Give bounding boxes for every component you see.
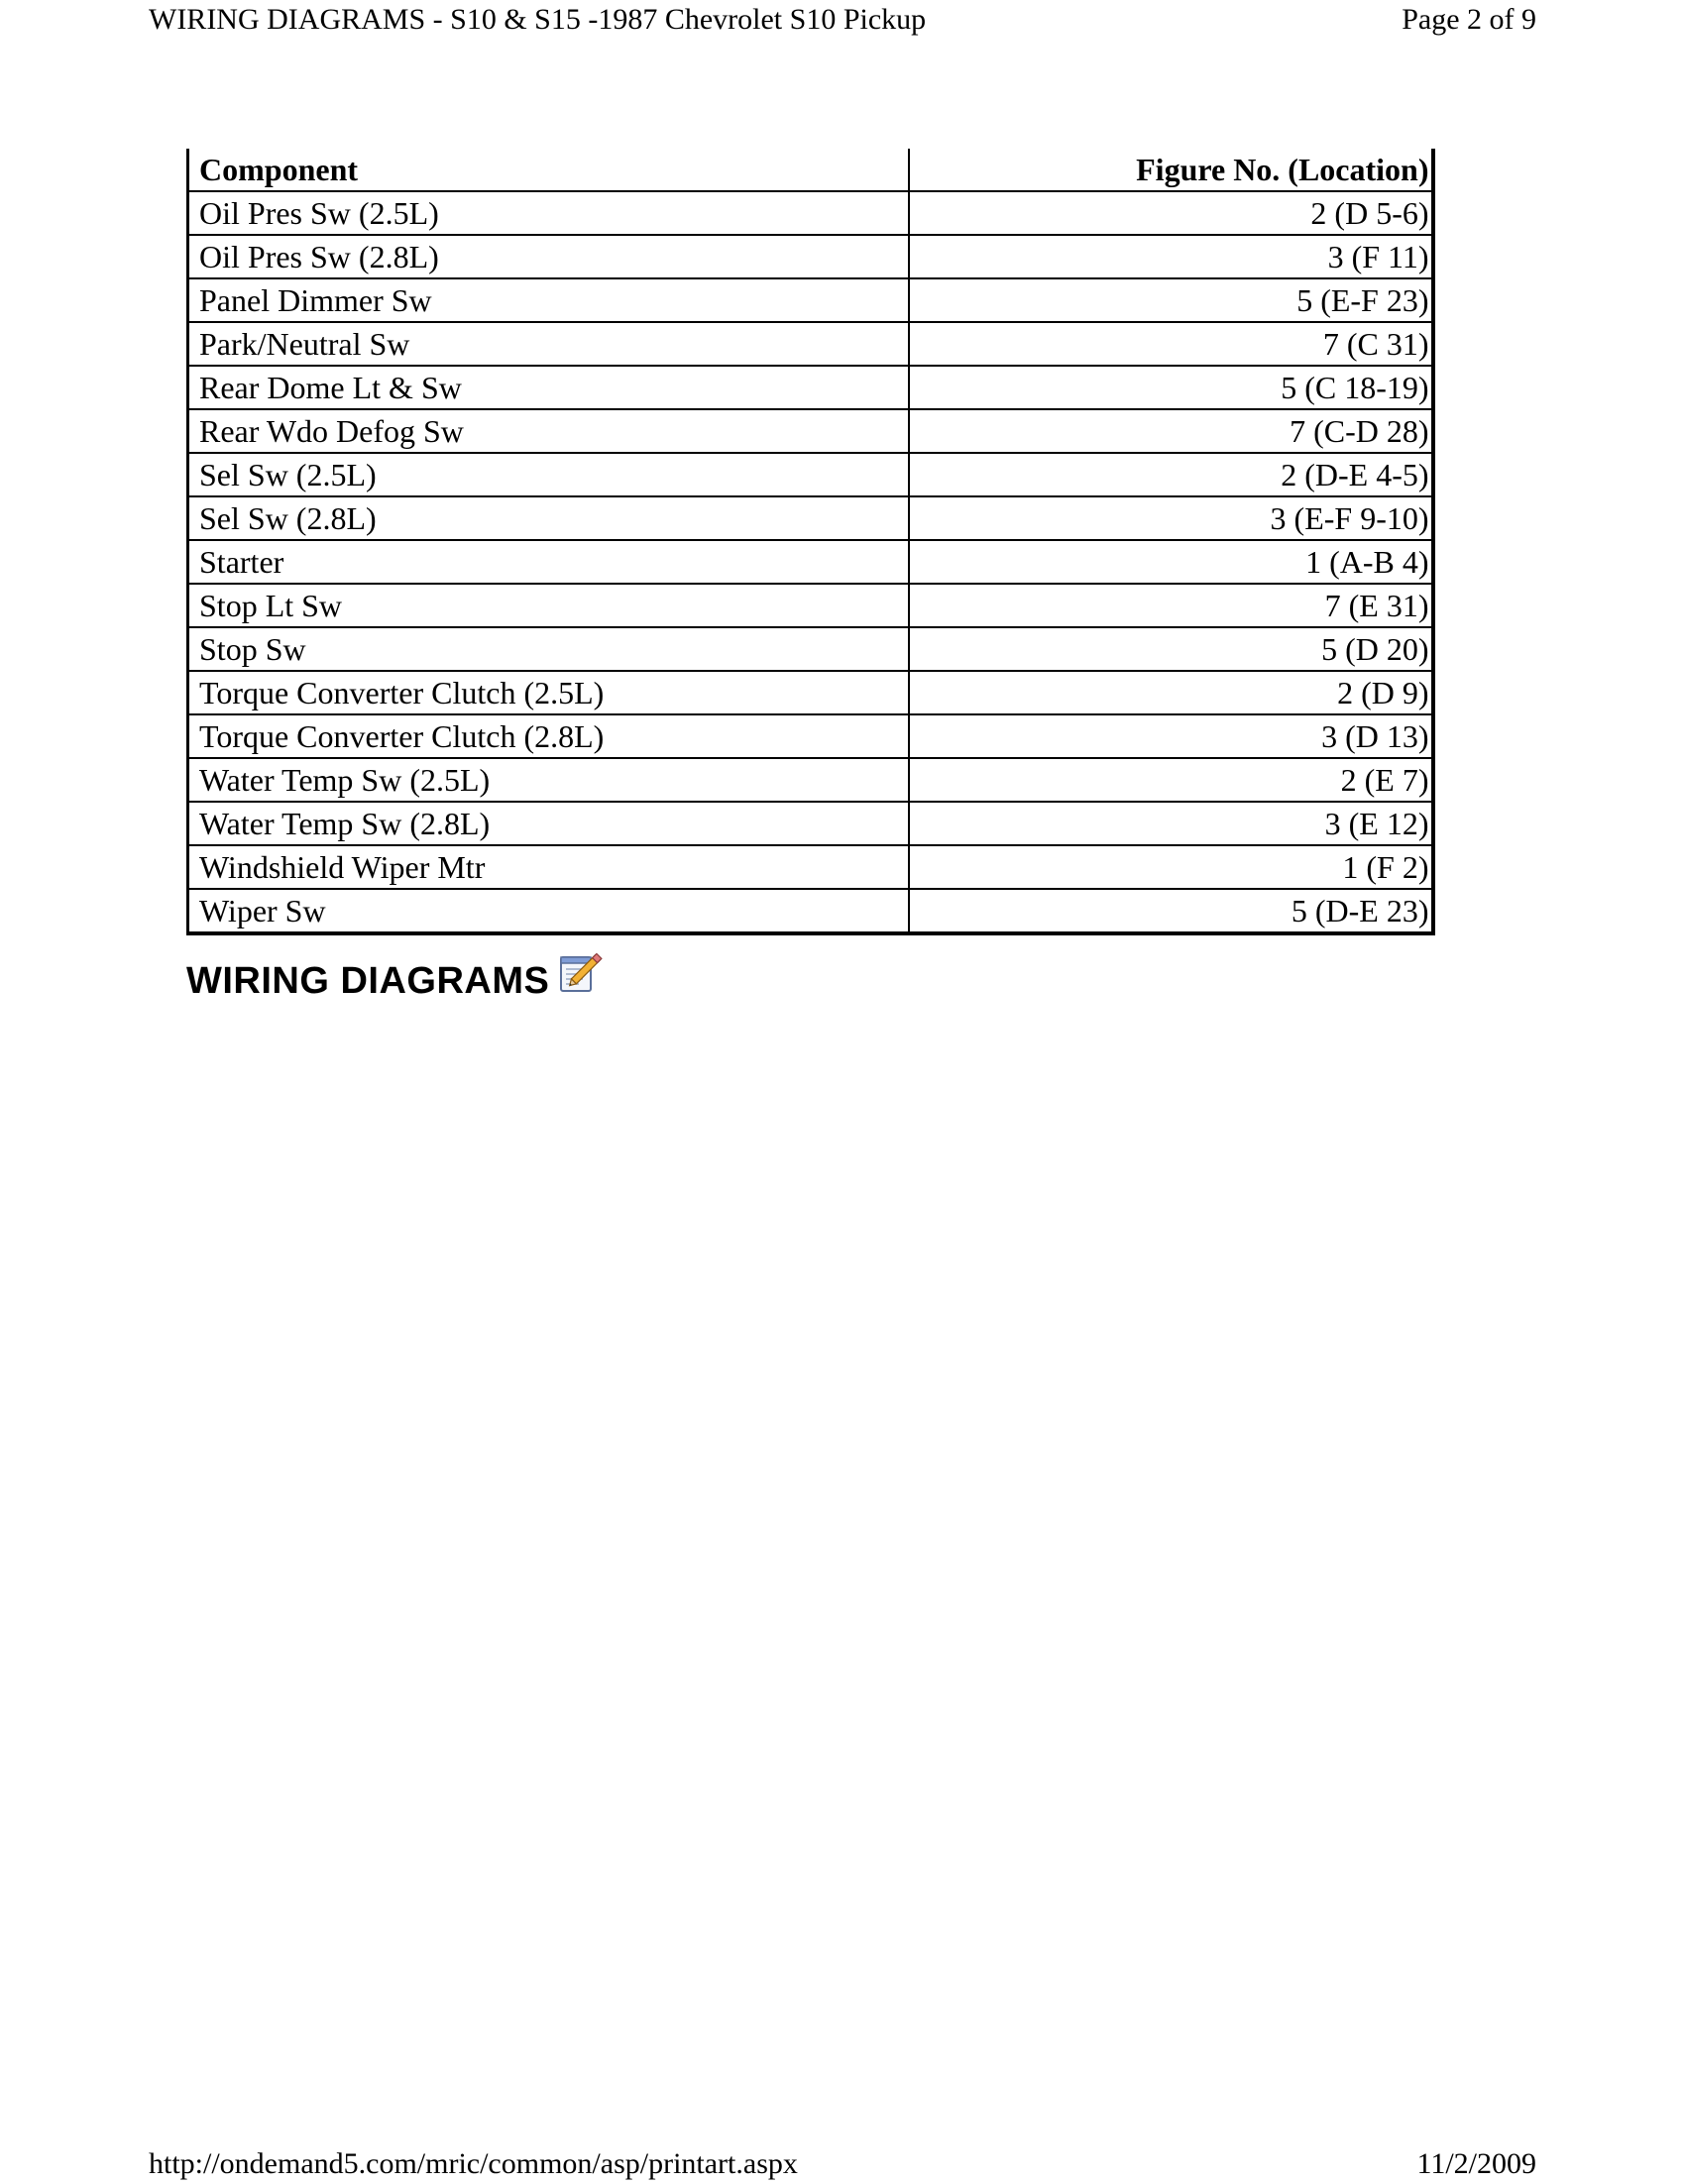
component-cell: Windshield Wiper Mtr <box>188 845 909 889</box>
page-number: Page 2 of 9 <box>1402 3 1536 36</box>
component-cell: Oil Pres Sw (2.5L) <box>188 191 909 235</box>
table-row <box>188 627 1433 671</box>
table-row <box>188 366 1433 409</box>
component-cell: Stop Lt Sw <box>188 584 909 627</box>
component-cell: Sel Sw (2.8L) <box>188 496 909 540</box>
edit-note-icon[interactable] <box>555 945 607 997</box>
table-body <box>188 191 1433 933</box>
figure-location-cell: 1 (A-B 4) <box>909 540 1433 584</box>
footer-date: 11/2/2009 <box>1416 2147 1536 2180</box>
table-row <box>188 409 1433 453</box>
component-cell: Wiper Sw <box>188 889 909 933</box>
figure-location-cell: 3 (E 12) <box>909 802 1433 845</box>
figure-location-cell: 5 (D-E 23) <box>909 889 1433 933</box>
section-heading <box>186 951 607 1003</box>
component-cell: Rear Wdo Defog Sw <box>188 409 909 453</box>
table-row <box>188 714 1433 758</box>
figure-location-cell: 2 (D 9) <box>909 671 1433 714</box>
table-row <box>188 540 1433 584</box>
table-row <box>188 584 1433 627</box>
section-title: WIRING DIAGRAMS <box>186 960 550 1002</box>
page-header-title: WIRING DIAGRAMS - S10 & S15 -1987 Chevrolet S10 Pickup <box>149 3 927 36</box>
figure-location-cell: 5 (E-F 23) <box>909 278 1433 322</box>
table-row <box>188 845 1433 889</box>
component-cell: Stop Sw <box>188 627 909 671</box>
table-row <box>188 453 1433 496</box>
figure-location-cell: 2 (D 5-6) <box>909 191 1433 235</box>
figure-location-cell: 2 (E 7) <box>909 758 1433 802</box>
table-row <box>188 191 1433 235</box>
figure-location-cell: 1 (F 2) <box>909 845 1433 889</box>
figure-location-cell: 2 (D-E 4-5) <box>909 453 1433 496</box>
column-header-component: Component <box>188 149 909 191</box>
component-cell: Water Temp Sw (2.8L) <box>188 802 909 845</box>
component-cell: Water Temp Sw (2.5L) <box>188 758 909 802</box>
table-row <box>188 496 1433 540</box>
table-row <box>188 889 1433 933</box>
table-row <box>188 278 1433 322</box>
figure-location-cell: 7 (C-D 28) <box>909 409 1433 453</box>
component-table-container <box>186 149 1431 935</box>
table-row <box>188 758 1433 802</box>
table-row <box>188 322 1433 366</box>
component-cell: Torque Converter Clutch (2.5L) <box>188 671 909 714</box>
component-cell: Park/Neutral Sw <box>188 322 909 366</box>
component-cell: Torque Converter Clutch (2.8L) <box>188 714 909 758</box>
table-row <box>188 235 1433 278</box>
component-cell: Sel Sw (2.5L) <box>188 453 909 496</box>
footer-url: http://ondemand5.com/mric/common/asp/printart.aspx <box>149 2147 798 2180</box>
component-cell: Starter <box>188 540 909 584</box>
figure-location-cell: 3 (D 13) <box>909 714 1433 758</box>
figure-location-cell: 7 (E 31) <box>909 584 1433 627</box>
component-cell: Panel Dimmer Sw <box>188 278 909 322</box>
column-header-figure-location: Figure No. (Location) <box>909 149 1433 191</box>
table-header-row <box>188 149 1433 191</box>
figure-location-cell: 7 (C 31) <box>909 322 1433 366</box>
figure-location-cell: 3 (E-F 9-10) <box>909 496 1433 540</box>
component-location-table <box>186 149 1435 935</box>
component-cell: Oil Pres Sw (2.8L) <box>188 235 909 278</box>
component-cell: Rear Dome Lt & Sw <box>188 366 909 409</box>
figure-location-cell: 5 (C 18-19) <box>909 366 1433 409</box>
table-row <box>188 802 1433 845</box>
figure-location-cell: 3 (F 11) <box>909 235 1433 278</box>
table-row <box>188 671 1433 714</box>
figure-location-cell: 5 (D 20) <box>909 627 1433 671</box>
